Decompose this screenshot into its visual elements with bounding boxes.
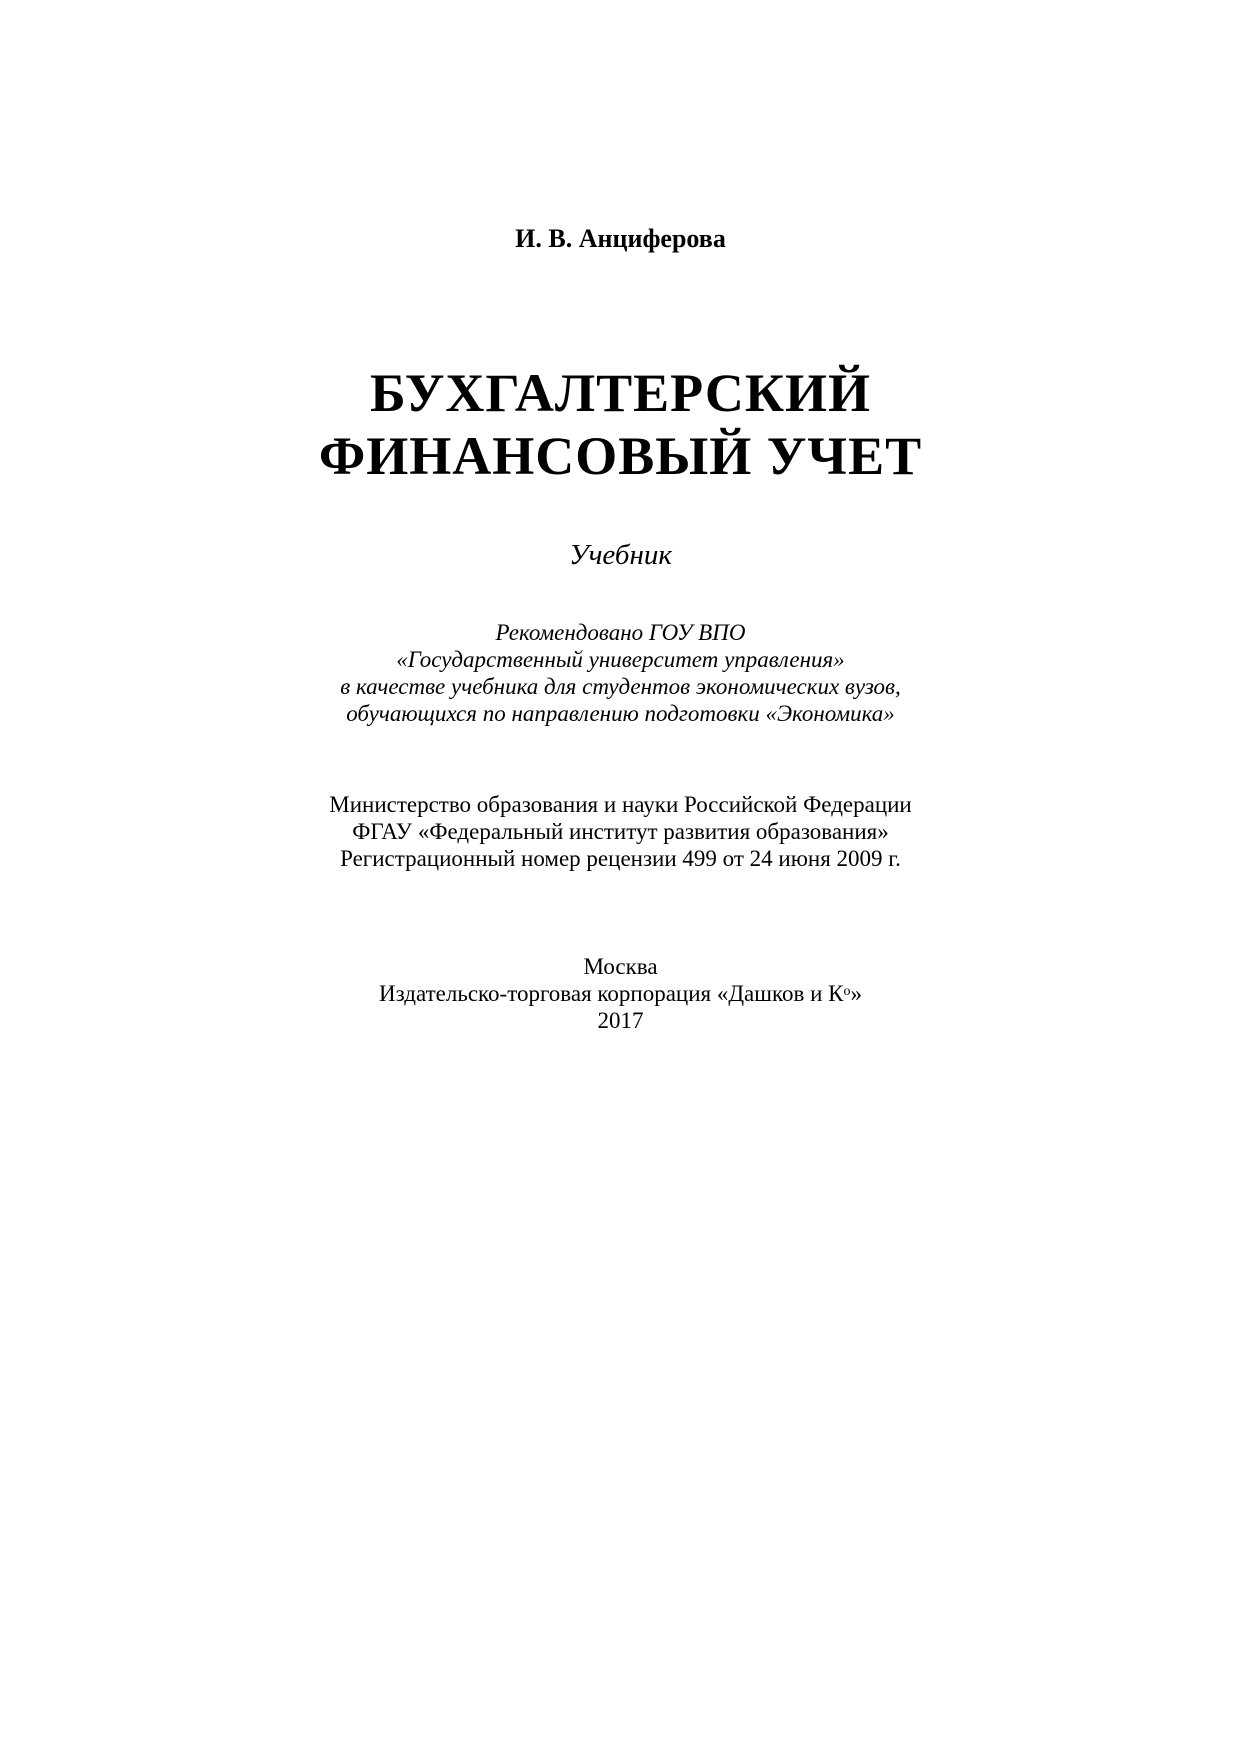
ministry-line-1: Министерство образования и науки Российской Федерации — [329, 792, 912, 817]
book-title-line-1: БУХГАЛТЕРСКИЙ — [370, 363, 871, 423]
book-subtitle: Учебник — [569, 539, 672, 571]
recommendation-line-3: в качестве учебника для студентов экономических вузов, — [340, 674, 901, 699]
publisher-name — [0, 980, 1241, 1007]
recommendation-line-4: обучающихся по направлению подготовки «Экономика» — [346, 701, 895, 726]
publisher-name-prefix: Издательско-торговая корпорация «Дашков и К — [379, 981, 844, 1006]
publication-year: 2017 — [597, 1008, 644, 1033]
publisher-info — [0, 953, 1241, 1034]
ministry-approval — [0, 791, 1241, 872]
ministry-line-3: Регистрационный номер рецензии 499 от 24 июня 2009 г. — [340, 846, 901, 871]
recommendation-line-1: Рекомендовано ГОУ ВПО — [495, 620, 746, 645]
recommendation-note — [0, 619, 1241, 727]
publisher-name-suffix: » — [850, 981, 862, 1006]
author-name: И. В. Анциферова — [515, 224, 726, 253]
publisher-city: Москва — [583, 954, 658, 979]
ministry-line-2: ФГАУ «Федеральный институт развития образования» — [352, 819, 889, 844]
publisher-name-superscript: о — [843, 984, 851, 999]
book-title — [0, 362, 1241, 488]
book-title-line-2: ФИНАНСОВЫЙ УЧЕТ — [318, 426, 923, 486]
recommendation-line-2: «Государственный университет управления» — [396, 647, 845, 672]
